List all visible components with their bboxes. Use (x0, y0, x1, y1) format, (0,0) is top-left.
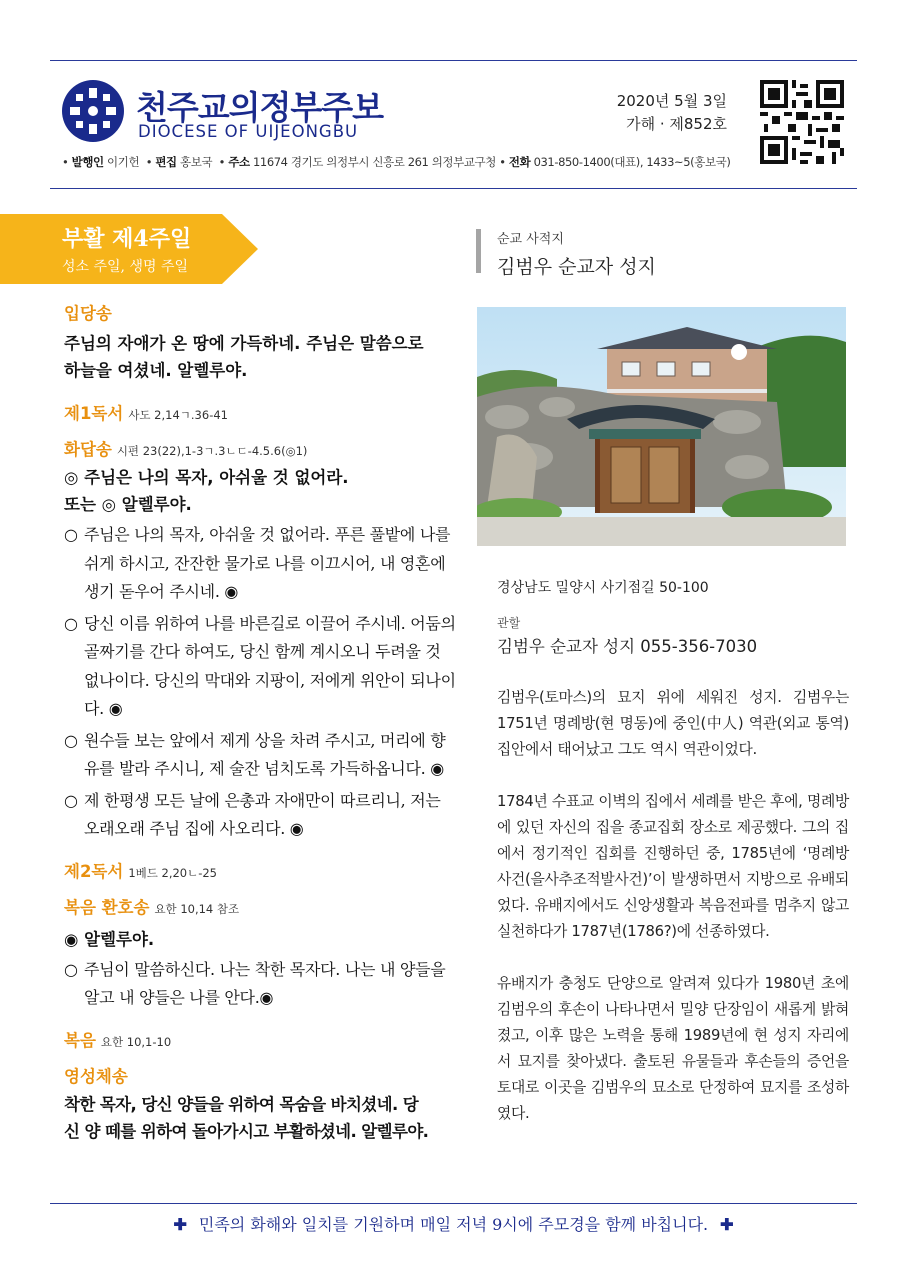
phone: 031-850-1400(대표), 1433~5(홍보국) (533, 155, 731, 169)
acclamation-response: ◉ 알렐루야. (64, 929, 155, 949)
second-reading-ref: 1베드 2,20ㄴ-25 (128, 865, 217, 880)
psalm-verse: ○ 제 한평생 모든 날에 은총과 자애만이 따르리니, 저는 오래오래 주님 집에 사오리다. ◉ (64, 787, 459, 844)
address-label: 주소 (228, 155, 250, 169)
editor-label: 편집 (155, 155, 177, 169)
header-rule (50, 188, 857, 189)
cross-icon: ✚ (720, 1215, 734, 1234)
footer-rule (50, 1203, 857, 1204)
sunday-title: 부활 제4주일 (62, 226, 192, 252)
footer-prayer (0, 1212, 907, 1235)
psalm-heading: 화답송 시편 23(22),1-3ㄱ.3ㄴㄷ-4.5.6(◎1) (64, 440, 308, 459)
newsletter-subtitle: DIOCESE OF UIJEONGBU (138, 122, 359, 141)
gospel-ref: 요한 10,1-10 (100, 1034, 172, 1049)
section-marker (476, 229, 481, 273)
address: 11674 경기도 의정부시 신흥로 261 의정부교구청 (253, 155, 496, 169)
verse-bullet-icon: ○ (64, 525, 78, 544)
issue-date: 2020년 5월 3일 (616, 92, 727, 110)
first-reading-ref: 사도 2,14ㄱ.36-41 (128, 408, 228, 422)
top-rule (50, 60, 857, 61)
psalm-verse: ○ 원수들 보는 앞에서 제게 상을 차려 주시고, 머리에 향유를 발라 주시니, 제 술잔 넘치도록 가득하옵니다. ◉ (64, 727, 459, 784)
shrine-paragraph: 김범우(토마스)의 묘지 위에 세워진 성지. 김범우는 1751년 명례방(현 명동)에 중인(中人) 역관(외교 통역) 집안에서 태어났고 그도 역시 역관이었다. (497, 689, 849, 758)
masthead-info: • 발행인 이기헌 • 편집 홍보국 • 주소 11674 경기도 의정부시 신흥로 261 의정부교구청 • 전화 031-850-1400(대표), 1433~5(홍보국) (62, 155, 731, 169)
footer-text: 민족의 화해와 일치를 기원하며 매일 저녁 9시에 주모경을 함께 바칩니다. (198, 1215, 709, 1234)
pilgrimage-section-label: 순교 사적지 (497, 232, 564, 247)
cross-icon: ✚ (173, 1215, 187, 1234)
psalm-ref: 시편 23(22),1-3ㄱ.3ㄴㄷ-4.5.6(◎1) (116, 444, 308, 458)
entrance-antiphon-text: 주님의 자애가 온 땅에 가득하네. 주님은 말씀으로 하늘을 여셨네. 알렐루야. (64, 334, 424, 380)
verse-bullet-icon: ○ (64, 613, 78, 633)
communion-antiphon-text: 착한 목자, 당신 양들을 위하여 목숨을 바치셨네. 당 신 양 떼를 위하여 돌아가시고 부활하셨네. 알렐루야. (64, 1094, 429, 1141)
acclamation-verse: ○ 주님이 말씀하신다. 나는 착한 목자다. 나는 내 양들을 알고 내 양들은 나를 안다.◉ (64, 956, 459, 1013)
qr-code-icon[interactable] (760, 80, 844, 164)
acclamation-heading: 복음 환호송 요한 10,14 참조 (64, 897, 240, 917)
phone-label: 전화 (508, 155, 531, 169)
liturgy-column (64, 300, 459, 1145)
shrine-paragraph: 1784년 수표교 이벽의 집에서 세례를 받은 후에, 명례방에 있던 자신의 집을 종교집회 장소로 제공했다. 그의 집에서 정기적인 집회를 진행하던 중, 1785년에 ‘명례방 사건(을사추조적발사건)’이 발생하면서 지방으로 유배되었다. 유배지에서도 신앙생활과 복음전파를 멈추지 않고 실천하다가 1787년(1786?)에 선종하였다. (497, 793, 849, 940)
shrine-address: 경상남도 밀양시 사기점길 50-100 (497, 580, 709, 596)
shrine-paragraph: 유배지가 충청도 단양으로 알려져 있다가 1980년 초에 김범우의 후손이 나타나면서 밀양 단장임이 새롭게 밝혀졌고, 이후 많은 노력을 통해 1989년에 현 성지 자리에서 묘지를 찾아냈다. 출토된 유물들과 후손들의 증언을 토대로 이곳을 김범우의 묘소로 단정하여 묘지를 조성하였다. (497, 975, 849, 1122)
shrine-photo (477, 307, 846, 546)
issue-number: 가해 · 제852호 (626, 115, 727, 133)
pilgrimage-column (497, 578, 849, 1127)
gospel-heading: 복음 요한 10,1-10 (64, 1030, 172, 1050)
contact-label: 관할 (497, 616, 521, 630)
communion-heading: 영성체송 (64, 1066, 128, 1086)
psalm-verse: ○ 주님은 나의 목자, 아쉬울 것 없어라. 푸른 풀밭에 나를 쉬게 하시고, 잔잔한 물가로 나를 이끄시어, 내 영혼에 생기 돋우어 주시네. ◉ (64, 521, 459, 607)
shrine-contact: 김범우 순교자 성지 055-356-7030 (497, 637, 758, 656)
verse-bullet-icon: ○ (64, 959, 78, 979)
first-reading-heading: 제1독서 사도 2,14ㄱ.36-41 (64, 404, 228, 423)
publisher: 이기헌 (107, 155, 140, 169)
verse-bullet-icon: ○ (64, 730, 78, 750)
verse-bullet-icon: ○ (64, 790, 78, 810)
psalm-response: ◎ 주님은 나의 목자, 아쉬울 것 없어라. 또는 ◎ 알렐루야. (64, 468, 349, 514)
second-reading-heading: 제2독서 1베드 2,20ㄴ-25 (64, 861, 217, 881)
entrance-antiphon-heading: 입당송 (64, 304, 112, 323)
sunday-subtitle: 성소 주일, 생명 주일 (62, 259, 188, 275)
publisher-label: 발행인 (71, 155, 104, 169)
pilgrimage-title: 김범우 순교자 성지 (497, 256, 656, 278)
psalm-verse: ○ 당신 이름 위하여 나를 바른길로 이끌어 주시네. 어둠의 골짜기를 간다 하여도, 당신 함께 계시오니 두려울 것 없나이다. 당신의 막대와 지팡이, 저에게 위안이 되나이다. ◉ (64, 610, 459, 724)
editor: 홍보국 (180, 155, 213, 169)
newsletter-title: 천주교의정부주보 (136, 88, 384, 127)
acclamation-ref: 요한 10,14 참조 (154, 901, 240, 916)
diocese-logo-icon (62, 80, 124, 142)
